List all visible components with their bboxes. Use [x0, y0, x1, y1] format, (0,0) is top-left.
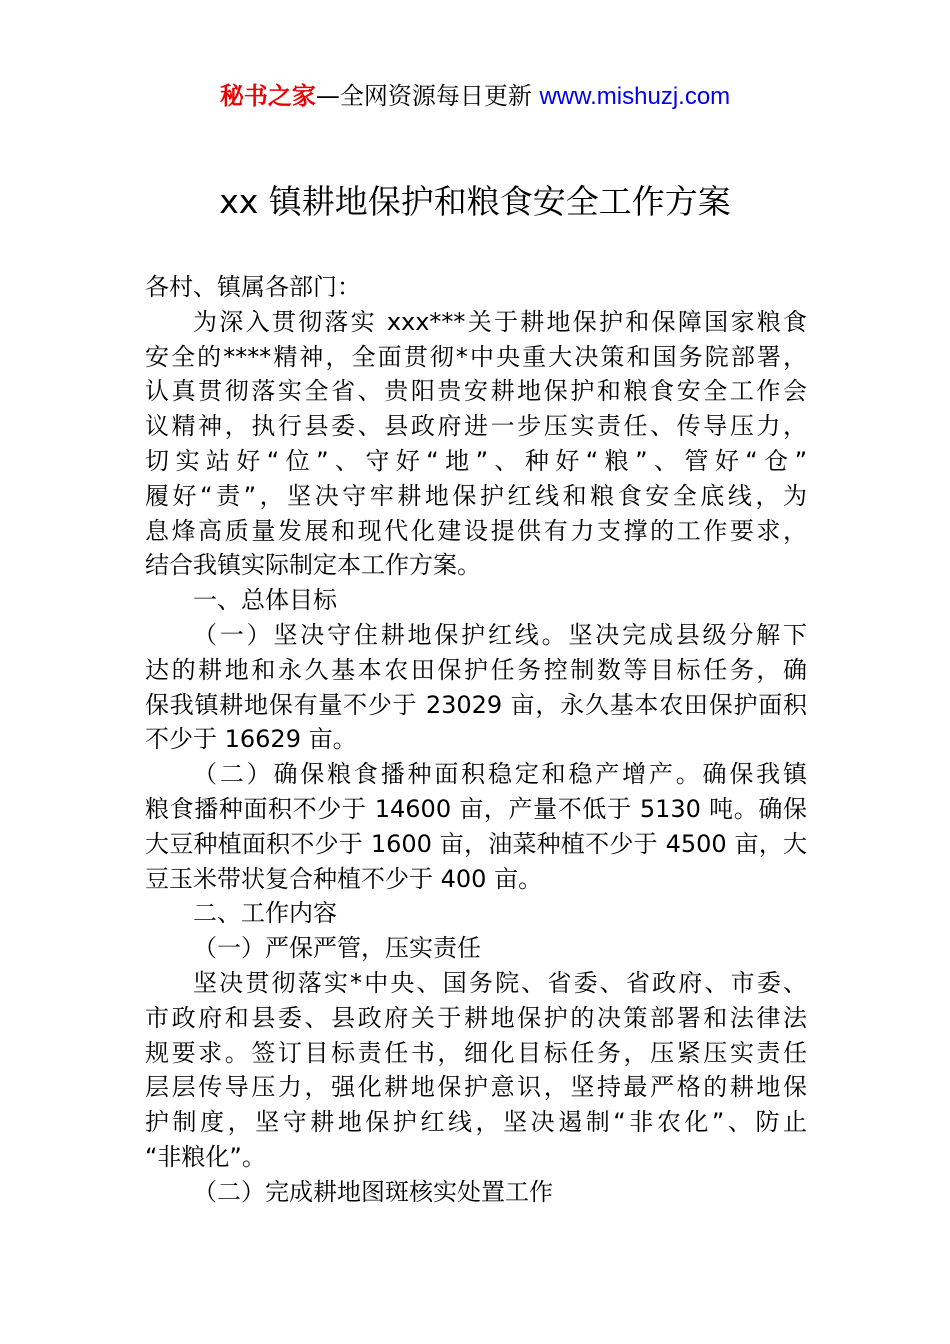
paragraph-line: 坚决贯彻落实*中央、国务院、省委、省政府、市委、 [193, 968, 807, 997]
site-url-link[interactable]: www.mishuzj.com [539, 83, 731, 110]
paragraph-line: 认真贯彻落实全省、贵阳贵安耕地保护和粮食安全工作会 [145, 377, 807, 406]
section-heading: 一、总体目标 [193, 586, 337, 615]
document-title: xx 镇耕地保护和粮食安全工作方案 [219, 182, 731, 221]
paragraph-line: 为深入贯彻落实 xxx***关于耕地保护和保障国家粮食 [193, 307, 807, 336]
paragraph-line: 豆玉米带状复合种植不少于 400 亩。 [145, 864, 543, 893]
paragraph-line: 大豆种植面积不少于 1600 亩，油菜种植不少于 4500 亩，大 [145, 829, 807, 858]
paragraph-line: 达的耕地和永久基本农田保护任务控制数等目标任务，确 [145, 655, 807, 684]
paragraph-line: 层层传导压力，强化耕地保护意识，坚持最严格的耕地保 [145, 1073, 807, 1102]
site-header [0, 80, 950, 113]
site-slogan: —全网资源每日更新 [315, 82, 532, 110]
document-body [145, 270, 807, 1210]
paragraph-line: 粮食播种面积不少于 14600 亩，产量不低于 5130 吨。确保 [145, 794, 807, 823]
paragraph-line: （二）确保粮食播种面积稳定和稳产增产。确保我镇 [193, 760, 807, 789]
paragraph-line: 履好“责”，坚决守牢耕地保护红线和粮食安全底线，为 [145, 481, 807, 510]
paragraph-line: （一）坚决守住耕地保护红线。坚决完成县级分解下 [193, 620, 807, 649]
paragraph-line: “非粮化”。 [145, 1142, 266, 1171]
paragraph-line: 护制度，坚守耕地保护红线，坚决遏制“非农化”、防止 [145, 1108, 807, 1137]
paragraph-line: 息烽高质量发展和现代化建设提供有力支撑的工作要求， [145, 516, 807, 545]
paragraph-line: 安全的****精神，全面贯彻*中央重大决策和国务院部署， [145, 342, 807, 371]
site-brand: 秘书之家 [219, 82, 316, 110]
paragraph-line: 切实站好“位”、守好“地”、种好“粮”、管好“仓” [145, 446, 807, 475]
section-heading: 二、工作内容 [193, 899, 337, 928]
paragraph-line: 不少于 16629 亩。 [145, 725, 357, 754]
subsection-heading: （二）完成耕地图斑核实处置工作 [193, 1177, 553, 1206]
paragraph-line: 结合我镇实际制定本工作方案。 [145, 551, 481, 580]
paragraph-line: 议精神，执行县委、县政府进一步压实责任、传导压力， [145, 412, 807, 441]
paragraph-line: 保我镇耕地保有量不少于 23029 亩，永久基本农田保护面积 [145, 690, 807, 719]
salutation: 各村、镇属各部门： [145, 273, 361, 301]
paragraph-line: 市政府和县委、县政府关于耕地保护的决策部署和法律法 [145, 1003, 807, 1032]
subsection-heading: （一）严保严管，压实责任 [193, 934, 481, 963]
paragraph-line: 规要求。签订目标责任书，细化目标任务，压紧压实责任 [145, 1038, 807, 1067]
